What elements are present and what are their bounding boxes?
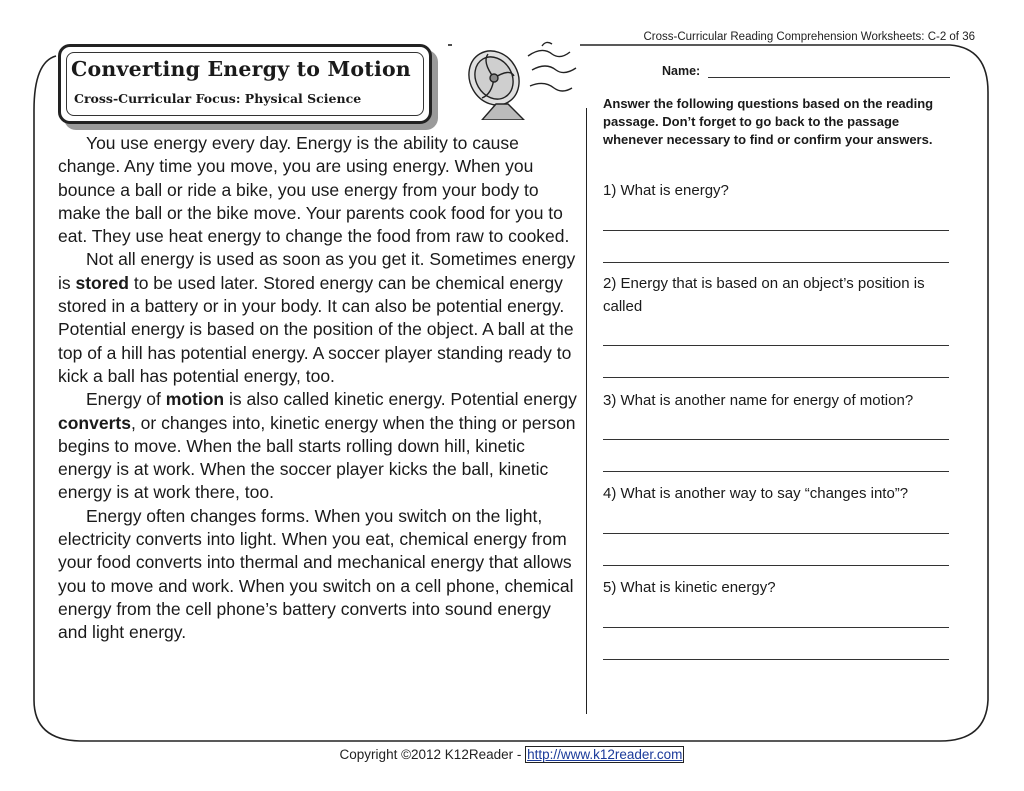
vocab-term: motion [165, 389, 225, 410]
footer [0, 747, 1024, 762]
vocab-term: converts [58, 412, 131, 433]
answer-line-5a[interactable] [603, 627, 949, 628]
reading-passage [58, 132, 578, 645]
worksheet-subtitle: Cross-Curricular Focus: Physical Science [74, 91, 362, 106]
name-label: Name: [662, 64, 701, 78]
answer-line-4a[interactable] [603, 533, 949, 534]
name-row [662, 64, 950, 78]
desk-fan-icon [452, 38, 580, 120]
answer-line-4b[interactable] [603, 565, 949, 566]
answer-line-3a[interactable] [603, 439, 949, 440]
question-3: 3) What is another name for energy of motion? [603, 392, 914, 409]
passage-text: Not all energy is used as soon as you get it. Sometimes energy is [58, 249, 576, 293]
title-box [58, 44, 432, 124]
column-divider [586, 108, 587, 714]
answer-line-5b[interactable] [603, 659, 949, 660]
question-1: 1) What is energy? [603, 182, 729, 199]
question-4: 4) What is another way to say “changes into”? [603, 485, 909, 502]
k12reader-link[interactable]: http://www.k12reader.com [527, 747, 683, 762]
passage-text: , or changes into, kinetic energy when the thing or person begins to move. When the ball starts rolling down hill, kinetic energy is at work. When the soccer player kicks the ball, kinetic energy is at work there, too. [58, 412, 576, 503]
passage-paragraph-3 [58, 388, 578, 504]
answer-line-2b[interactable] [603, 377, 949, 378]
answer-line-1b[interactable] [603, 262, 949, 263]
passage-text: is also called kinetic energy. Potential energy [224, 389, 577, 410]
passage-paragraph-4 [58, 505, 578, 645]
passage-paragraph-2 [58, 248, 578, 388]
worksheet-title: Converting Energy to Motion [71, 57, 411, 81]
passage-text: Energy of [86, 389, 166, 410]
instructions: Answer the following questions based on the reading passage. Don’t forget to go back to the passage whenever necessary to find or confirm your answers. [603, 96, 934, 147]
name-field[interactable] [708, 64, 950, 78]
passage-text: Energy often changes forms. When you switch on the light, electricity converts into light. When you eat, chemical energy from your food converts into thermal and mechanical energy that allows you to move and work. When you switch on a cell phone, chemical energy from the cell phone’s battery converts into sound energy and light energy. [58, 505, 574, 643]
answer-line-2a[interactable] [603, 345, 949, 346]
question-2: 2) Energy that is based on an object’s position is called [603, 275, 925, 315]
question-5: 5) What is kinetic energy? [603, 579, 776, 596]
copyright-text: Copyright ©2012 K12Reader - [339, 747, 526, 762]
passage-paragraph-1 [58, 132, 578, 248]
vocab-term: stored [75, 272, 129, 293]
series-label: Cross-Curricular Reading Comprehension Worksheets: C-2 of 36 [643, 31, 975, 43]
answer-line-1a[interactable] [603, 230, 949, 231]
passage-text: to be used later. Stored energy can be chemical energy stored in a battery or in your body. It can also be potential energy. Potential energy is based on the position of the object. A ball at the top of a hill has potential energy. A soccer player standing ready to kick a ball has potential energy, too. [58, 272, 574, 386]
answer-line-3b[interactable] [603, 471, 949, 472]
passage-text: You use energy every day. Energy is the ability to cause change. Any time you move, you are using energy. When you bounce a ball or ride a bike, you use energy from your body to make the ball or the bike move. Your parents cook food for you to eat. They use heat energy to change the food from raw to cooked. [58, 133, 570, 247]
